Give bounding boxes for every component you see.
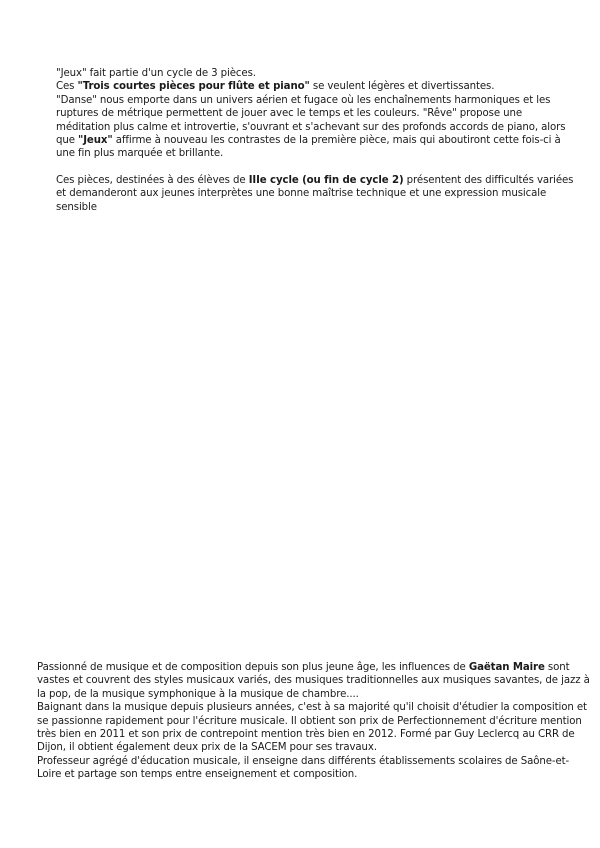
text-line: sensible: [56, 201, 97, 213]
piece-description: [56, 67, 574, 214]
text-line: Ces pièces, destinées à des élèves de IIIe cycle (ou fin de cycle 2) présentent des difficultés variées: [56, 174, 574, 186]
text-line: Passionné de musique et de composition depuis son plus jeune âge, les influences de Gaëtan Maire sont: [37, 662, 570, 673]
work-title: "Trois courtes pièces pour flûte et piano": [77, 81, 310, 93]
level-label: IIIe cycle (ou fin de cycle 2): [248, 174, 404, 186]
text-line: la pop, de la musique symphonique à la musique de chambre....: [37, 688, 359, 700]
piece-title: "Jeux": [78, 135, 113, 147]
text-line: Ces "Trois courtes pièces pour flûte et piano" se veulent légères et divertissantes.: [56, 81, 495, 93]
composer-name: Gaëtan Maire: [468, 662, 545, 673]
composer-biography: [37, 661, 590, 782]
text-line: Professeur agrégé d'éducation musicale, il enseigne dans différents établissements scolaires de Saône-et-: [37, 755, 570, 767]
paragraph-gap: [56, 161, 556, 174]
text-line: et demanderont aux jeunes interprètes une bonne maîtrise technique et une expression musicale: [56, 188, 547, 200]
text-line: "Danse" nous emporte dans un univers aérien et fugace où les enchaînements harmoniques et les: [56, 94, 551, 106]
text-line: méditation plus calme et introvertie, s'ouvrant et s'achevant sur des profonds accords de piano, alors: [56, 121, 566, 133]
text-line: Loire et partage son temps entre enseignement et composition.: [37, 769, 358, 781]
text-line: "Jeux" fait partie d'un cycle de 3 pièces.: [56, 68, 256, 79]
text-line: ruptures de métrique permettent de jouer avec le temps et les couleurs. "Rêve" propose une: [56, 108, 523, 120]
text-line: Dijon, il obtient également deux prix de la SACEM pour ses travaux.: [37, 742, 377, 754]
text-line: se passionne rapidement pour l'écriture musicale. Il obtient son prix de Perfectionnement d'écriture mention: [37, 715, 582, 727]
text-line: Baignant dans la musique depuis plusieurs années, c'est à sa majorité qu'il choisit d'étudier la composition et: [37, 702, 587, 714]
text-line: vastes et couvrent des styles musicaux variés, des musiques traditionnelles aux musiques savantes, de jazz à: [37, 675, 590, 687]
text-line: que "Jeux" affirme à nouveau les contrastes de la première pièce, mais qui aboutiront cette fois-ci à: [56, 135, 561, 147]
text-line: très bien en 2011 et son prix de contrepoint mention très bien en 2012. Formé par Guy Leclercq au CRR de: [37, 729, 575, 741]
text-line: une fin plus marquée et brillante.: [56, 148, 224, 160]
